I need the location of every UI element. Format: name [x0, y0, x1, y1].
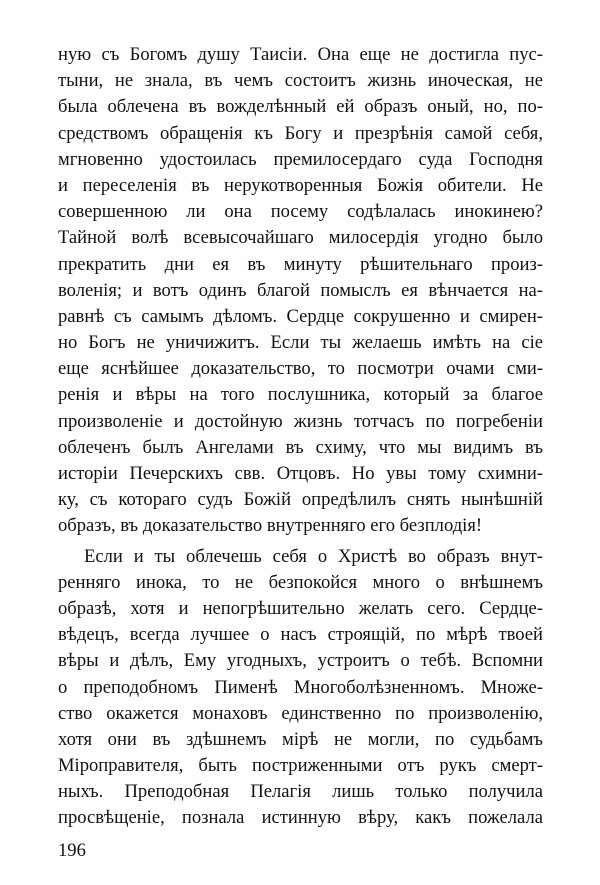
text-line: ную съ Богомъ душу Таисіи. Она еще не достигла пус- [58, 44, 543, 65]
text-line: мгновенно удостоилась премилосердаго суда Господня [58, 148, 543, 170]
text-line: ку, съ котораго судъ Божій опредѣлилъ снять нынѣшній [58, 489, 543, 511]
text-line: совершенною ли она посему содѣлалась инокинею? [58, 201, 543, 223]
text-line: образъ, въ доказательство внутренняго его безплодія! [58, 515, 483, 537]
text-line: ренняго инока, то не безпокойся много о внѣшнемъ [58, 571, 543, 593]
text-line: еще яснѣйшее доказательство, то посмотри очами сми- [58, 358, 543, 380]
text-line: ренія и вѣры на того послушника, который за благое [58, 384, 543, 406]
text-line: ныхъ. Преподобная Пелагія лишь только получила [58, 781, 543, 803]
text-line: исторіи Печерскихъ свв. Отцовъ. Но увы тому схимни- [58, 463, 543, 484]
text-line: Если и ты облечешь себя о Христѣ во образъ внут- [84, 545, 543, 567]
text-line: воленія; и вотъ одинъ благой помыслъ ея вѣнчается на- [58, 279, 543, 301]
text-line: Тайной волѣ всевысочайшаго милосердія угодно было [58, 227, 543, 249]
text-line: произволеніе и достойную жизнь тотчасъ по погребеніи [58, 410, 543, 432]
text-line: вѣры и дѣлъ, Ему угодныхъ, устроитъ о тебѣ. Вспомни [58, 650, 543, 672]
paragraph-1 [58, 42, 543, 540]
text-line: равнѣ съ самымъ дѣломъ. Сердце сокрушенно и смирен- [58, 305, 543, 327]
text-line: просвѣщеніе, познала истинную вѣру, какъ пожелала [58, 807, 543, 829]
text-line: вѣдецъ, всегда лучшее о насъ строящій, по мѣрѣ твоей [58, 624, 543, 646]
text-line: но Богъ не уничижитъ. Если ты желаешь имѣть на сіе [58, 332, 543, 354]
text-line: ство окажется монаховъ единственно по произволенію, [58, 702, 543, 724]
text-line: образѣ, хотя и непогрѣшительно желать сего. Сердце- [58, 597, 543, 619]
text-line: облеченъ былъ Ангелами въ схиму, что мы видимъ въ [58, 436, 543, 458]
paragraph-2 [58, 544, 543, 832]
text-line: была облечена въ вожделѣнный ей образъ оный, но, по- [58, 96, 543, 118]
text-line: о преподобномъ Пименѣ Многоболѣзненномъ. Множе- [58, 676, 543, 698]
text-line: средствомъ обращенія къ Богу и презрѣнія самой себя, [58, 122, 543, 144]
text-line: тыни, не знала, въ чемъ состоитъ жизнь иноческая, не [58, 70, 543, 92]
page-number: 196 [58, 840, 86, 861]
text-line: и переселенія въ нерукотворенныя Божія обители. Не [58, 174, 543, 196]
text-line: Міроправителя, быть постриженными отъ рукъ смерт- [58, 755, 543, 777]
page-text [58, 42, 543, 832]
text-line: хотя они въ здѣшнемъ мірѣ не могли, по судьбамъ [58, 728, 543, 750]
text-line: прекратить дни ея въ минуту рѣшительнаго произ- [58, 253, 543, 275]
